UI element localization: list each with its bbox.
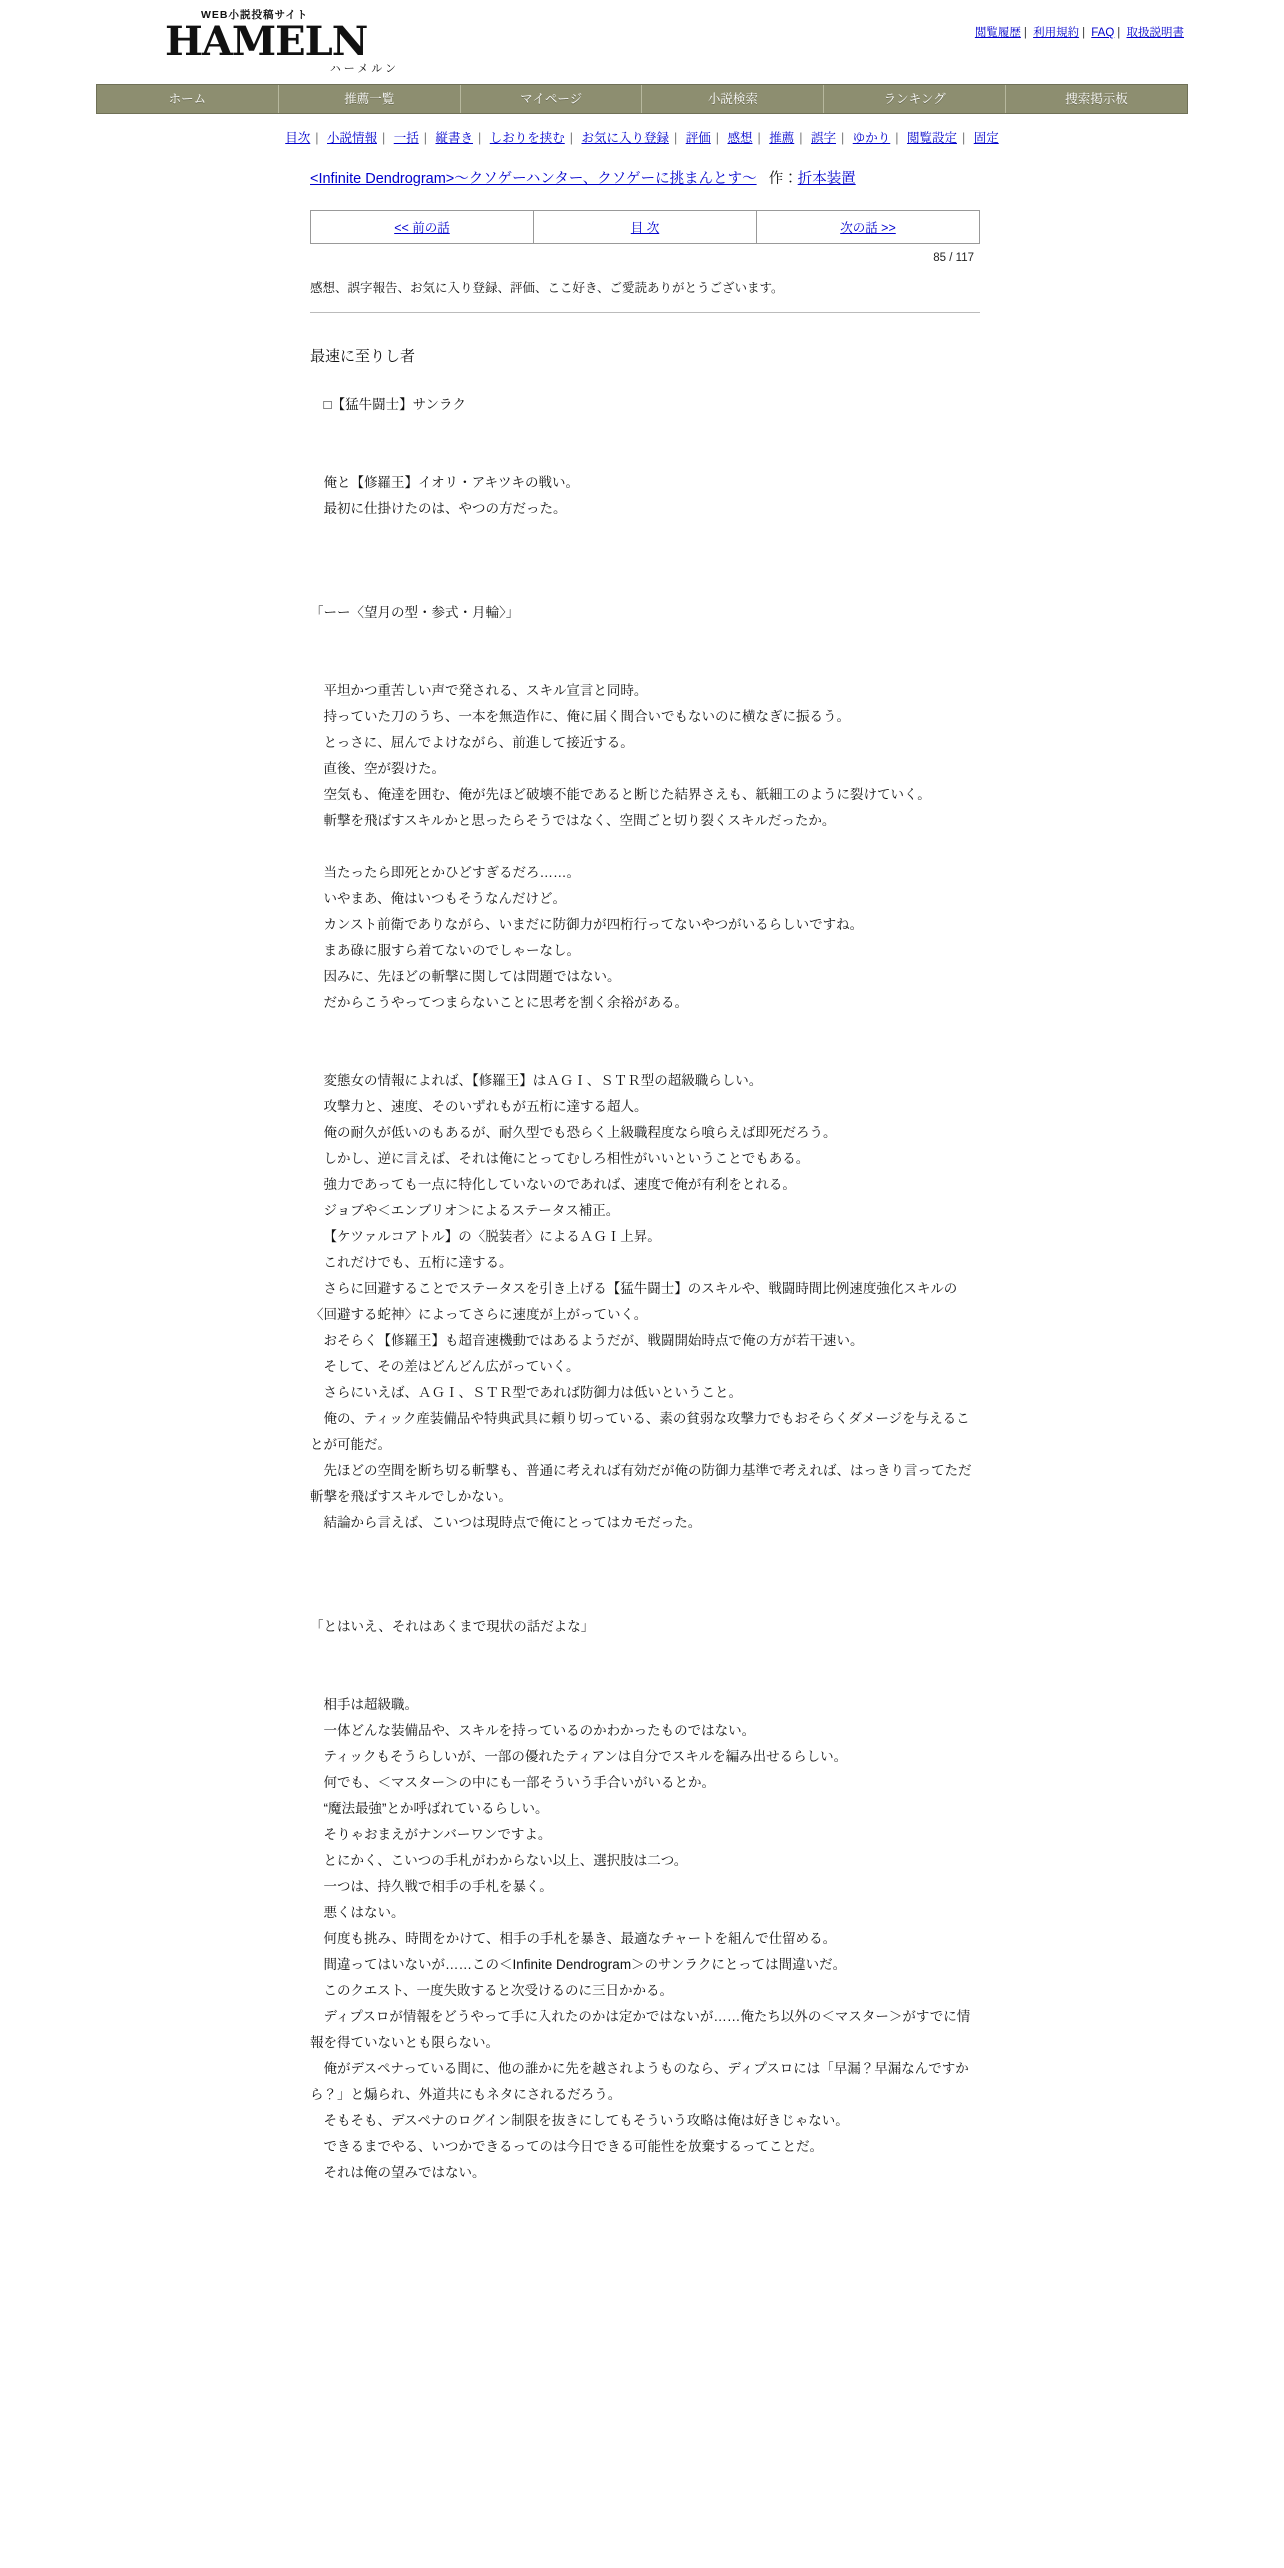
body-paragraph: 【ケツァルコアトル】の〈脱装者〉によるＡＧＩ上昇。 <box>323 1229 661 1244</box>
body-paragraph: そもそも、デスペナのログイン制限を抜きにしてもそういう攻略は俺は好きじゃない。 <box>323 2113 849 2128</box>
header-link-terms[interactable]: 利用規約 <box>1033 27 1080 39</box>
author-notice: 感想、誤字報告、お気に入り登録、評価、ここ好き、ご愛読ありがとうございます。 <box>310 278 980 313</box>
sublink-rating[interactable]: 評価 <box>685 131 711 145</box>
body-paragraph: カンスト前衛でありながら、いまだに防御力が四桁行ってないやつがいるらしいですね。 <box>323 917 864 932</box>
body-paragraph: そして、その差はどんどん広がっていく。 <box>323 1359 580 1374</box>
sublink-novel-info[interactable]: 小説情報 <box>326 131 377 145</box>
site-logo[interactable] <box>165 8 405 74</box>
body-paragraph: □【猛牛闘士】サンラク <box>323 397 466 412</box>
novel-title-block <box>310 168 980 190</box>
sublink-vertical[interactable]: 縦書き <box>435 131 473 145</box>
body-paragraph: だからこうやってつまらないことに思考を割く余裕がある。 <box>323 995 688 1010</box>
chapter-title: 最速に至りし者 <box>310 348 416 365</box>
body-paragraph: 斬撃を飛ばすスキルかと思ったらそうではなく、空間ごと切り裂くスキルだったか。 <box>323 813 836 828</box>
body-paragraph: 直後、空が裂けた。 <box>323 761 445 776</box>
nav-item-home[interactable]: ホーム <box>97 85 279 113</box>
sublink-fixed[interactable]: 固定 <box>973 131 999 145</box>
body-paragraph: 俺の、ティック産装備品や特典武具に頼り切っている、素の貧弱な攻撃力でもおそらくダメージを与えることが可能だ。 <box>310 1411 970 1452</box>
body-paragraph: 俺がデスペナっている間に、他の誰かに先を越されようものなら、ディプスロには「早漏？早漏なんですから？」と煽られ、外道共にもネタにされるだろう。 <box>310 2061 969 2102</box>
sublink-recommend[interactable]: 推薦 <box>769 131 795 145</box>
body-paragraph: 俺の耐久が低いのもあるが、耐久型でも恐らく上級職程度なら喰らえば即死だろう。 <box>323 1125 837 1140</box>
body-paragraph: 結論から言えば、こいつは現時点で俺にとってはカモだった。 <box>323 1515 702 1530</box>
body-paragraph: 因みに、先ほどの斬撃に関しては問題ではない。 <box>323 969 621 984</box>
paragraph-spacer <box>310 418 980 470</box>
nav-item-recommendations[interactable]: 推薦一覧 <box>279 85 461 113</box>
sublink-bookmark[interactable]: しおりを挟む <box>489 131 565 145</box>
nav-item-novel-search[interactable]: 小説検索 <box>642 85 824 113</box>
nav-item-mypage[interactable]: マイページ <box>461 85 643 113</box>
body-paragraph: できるまでやる、いつかできるってのは今日できる可能性を放棄するってことだ。 <box>323 2139 823 2154</box>
sublink-yukari[interactable]: ゆかり <box>852 131 891 145</box>
body-paragraph: とっさに、屈んでよけながら、前進して接近する。 <box>323 735 634 750</box>
body-paragraph: まあ碌に服すら着てないのでしゃーなし。 <box>323 943 580 958</box>
sublink-view-settings[interactable]: 閲覧設定 <box>906 131 957 145</box>
header-link-faq[interactable]: FAQ <box>1091 27 1115 39</box>
body-paragraph: 「とはいえ、それはあくまで現状の話だよな」 <box>310 1619 595 1634</box>
body-paragraph: さらに回避することでステータスを引き上げる【猛牛闘士】のスキルや、戦闘時間比例速度強化スキルの〈回避する蛇神〉によってさらに速度が上がっていく。 <box>310 1281 958 1322</box>
nav-item-ranking[interactable]: ランキング <box>824 85 1006 113</box>
logo-subtext: ハーメルン <box>329 63 399 75</box>
body-paragraph: “魔法最強”とか呼ばれているらしい。 <box>323 1801 549 1816</box>
body-paragraph: ディプスロが情報をどうやって手に入れたのかは定かではないが……俺たち以外の＜マスター＞がすでに情報を得ていないとも限らない。 <box>310 2009 971 2050</box>
main-nav <box>96 84 1188 114</box>
body-paragraph: 相手は超級職。 <box>323 1697 418 1712</box>
sublink-index[interactable]: 目次 <box>285 131 311 145</box>
author-label: 作： <box>768 171 798 187</box>
body-paragraph: 悪くはない。 <box>323 1905 405 1920</box>
site-header <box>0 0 1284 75</box>
sublink-favorite[interactable]: お気に入り登録 <box>581 131 669 145</box>
logo-wordmark: HAMELN <box>165 18 368 65</box>
body-paragraph: 強力であっても一点に特化していないのであれば、速度で俺が有利をとれる。 <box>323 1177 796 1192</box>
main-content <box>310 168 980 2186</box>
novel-title-link[interactable]: <Infinite Dendrogram>～クソゲーハンター、クソゲーに挑まんとす～ <box>310 171 757 187</box>
paragraph-spacer <box>310 1640 980 1692</box>
next-episode-button[interactable] <box>757 211 979 243</box>
paragraph-spacer <box>310 1536 980 1614</box>
prev-episode-link[interactable]: << 前の話 <box>394 221 450 235</box>
body-paragraph: そりゃおまえがナンバーワンですよ。 <box>323 1827 552 1842</box>
header-link-history[interactable]: 閲覧履歴 <box>974 27 1021 39</box>
body-paragraph: 持っていた刀のうち、一本を無造作に、俺に届く間合いでもないのに横なぎに振るう。 <box>323 709 850 724</box>
next-episode-link[interactable]: 次の話 >> <box>840 221 896 235</box>
body-paragraph: ジョブや＜エンブリオ＞によるステータス補正。 <box>323 1203 620 1218</box>
sublink-bulk[interactable]: 一括 <box>393 131 419 145</box>
body-paragraph: 俺と【修羅王】イオリ・アキツキの戦い。 <box>323 475 580 490</box>
episode-counter: 85 / 117 <box>933 252 974 264</box>
paragraph-spacer <box>310 834 980 860</box>
author-link[interactable]: 折本装置 <box>797 171 856 187</box>
body-paragraph: 空気も、俺達を囲む、俺が先ほど破壊不能であると断じた結界さえも、紙細工のように裂けていく。 <box>323 787 931 802</box>
body-paragraph: 先ほどの空間を断ち切る斬撃も、普通に考えれば有効だが俺の防御力基準で考えれば、はっきり言ってただ斬撃を飛ばすスキルでしかない。 <box>310 1463 972 1504</box>
body-paragraph: 変態女の情報によれば、【修羅王】はＡＧＩ、ＳＴＲ型の超級職らしい。 <box>323 1073 763 1088</box>
sublink-impressions[interactable]: 感想 <box>727 131 753 145</box>
body-paragraph: 当たったら即死とかひどすぎるだろ……。 <box>323 865 580 880</box>
body-paragraph: さらにいえば、ＡＧＩ、ＳＴＲ型であれば防御力は低いということ。 <box>323 1385 742 1400</box>
body-paragraph: 一つは、持久戦で相手の手札を暴く。 <box>323 1879 553 1894</box>
body-paragraph: このクエスト、一度失敗すると次受けるのに三日かかる。 <box>323 1983 674 1998</box>
body-paragraph: とにかく、こいつの手札がわからない以上、選択肢は二つ。 <box>323 1853 688 1868</box>
body-paragraph: 何度も挑み、時間をかけて、相手の手札を暴き、最適なチャートを組んで仕留める。 <box>323 1931 837 1946</box>
sub-nav: 目次 | 小説情報 | 一括 | 縦書き | しおりを挟む | お気に入り登録 | 評価 | 感想 | 推薦 | 誤字 | ゆかり | 閲覧設定 | 固定 <box>285 131 999 145</box>
episode-nav <box>310 210 980 244</box>
episode-body <box>310 392 980 2186</box>
body-paragraph: これだけでも、五桁に達する。 <box>323 1255 513 1270</box>
body-paragraph: ティックもそうらしいが、一部の優れたティアンは自分でスキルを編み出せるらしい。 <box>323 1749 848 1764</box>
body-paragraph: 「ーー〈望月の型・参式・月輪〉」 <box>310 605 520 620</box>
body-paragraph: 何でも、＜マスター＞の中にも一部そういう手合いがいるとか。 <box>323 1775 715 1790</box>
body-paragraph: 一体どんな装備品や、スキルを持っているのかわかったものではない。 <box>323 1723 756 1738</box>
paragraph-spacer <box>310 522 980 600</box>
body-paragraph: 平坦かつ重苦しい声で発される、スキル宣言と同時。 <box>323 683 648 698</box>
table-of-contents-button[interactable] <box>534 211 757 243</box>
toc-link[interactable]: 目 次 <box>630 221 660 235</box>
body-paragraph: 攻撃力と、速度、そのいずれもが五桁に達する超人。 <box>323 1099 648 1114</box>
paragraph-spacer <box>310 1016 980 1068</box>
body-paragraph: それは俺の望みではない。 <box>323 2165 486 2180</box>
body-paragraph: しかし、逆に言えば、それは俺にとってむしろ相性がいいということでもある。 <box>323 1151 810 1166</box>
body-paragraph: おそらく【修羅王】も超音速機動ではあるようだが、戦闘開始時点で俺の方が若干速い。 <box>323 1333 864 1348</box>
sublink-typo[interactable]: 誤字 <box>810 131 836 145</box>
body-paragraph: 最初に仕掛けたのは、やつの方だった。 <box>323 501 567 516</box>
nav-item-request-board[interactable]: 捜索掲示板 <box>1065 92 1128 106</box>
body-paragraph: 間違ってはいないが……この＜Infinite Dendrogram＞のサンラクにとっては間違いだ。 <box>323 1957 847 1972</box>
logo-tagline: WEB小説投稿サイト <box>201 9 309 21</box>
body-paragraph: いやまあ、俺はいつもそうなんだけど。 <box>323 891 566 906</box>
paragraph-spacer <box>310 626 980 678</box>
prev-episode-button[interactable] <box>311 211 534 243</box>
header-links: 閲覧履歴 | 利用規約 | FAQ | 取扱説明書 <box>974 27 1184 39</box>
header-link-manual[interactable]: 取扱説明書 <box>1126 27 1184 39</box>
